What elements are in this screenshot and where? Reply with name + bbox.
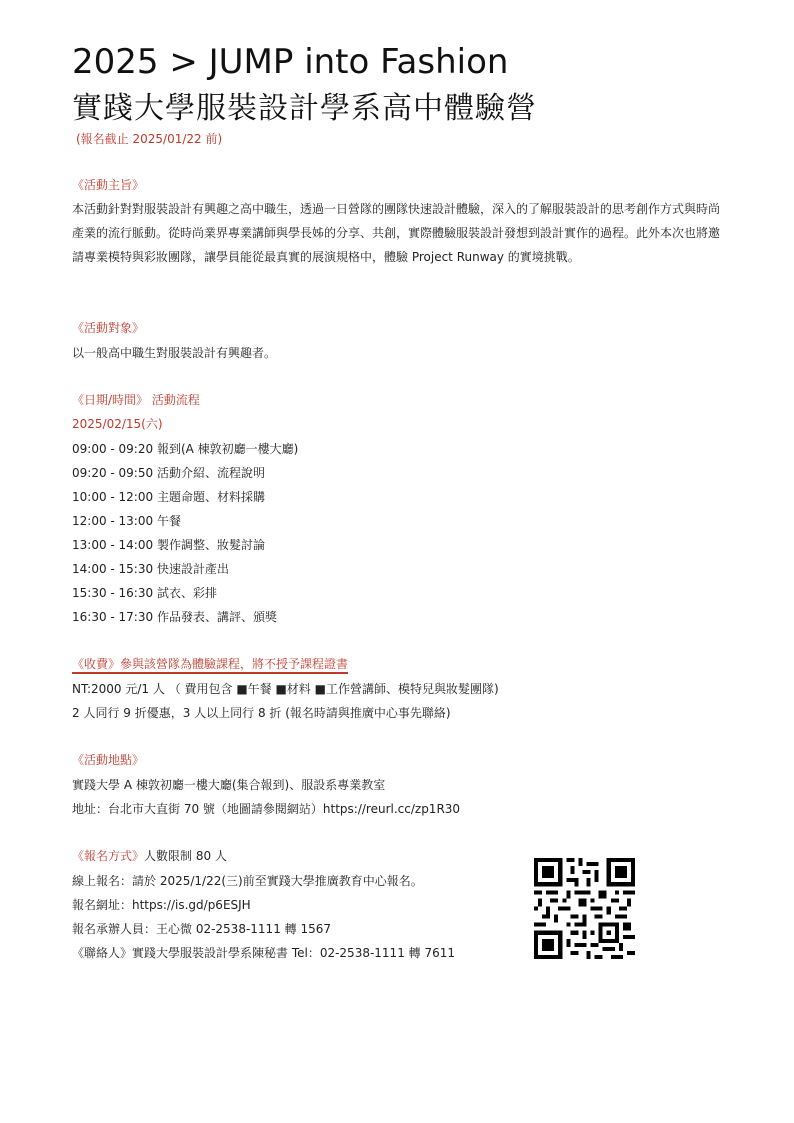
schedule-heading-suffix: 活動流程 <box>151 393 200 407</box>
schedule-item: 12:00 - 13:00 午餐 <box>72 514 181 528</box>
registration-heading: 《報名方式》 <box>72 849 145 863</box>
schedule-heading-label: 《日期/時間》 <box>72 393 149 407</box>
fee-heading <box>72 656 348 672</box>
fee-price: NT:2000 元/1 人 （ 費用包含 ■午餐 ■材料 ■工作營講師、模特兒與妝髮團隊) <box>72 682 499 696</box>
fee-heading-text: 《收費》 <box>72 657 121 671</box>
schedule-date: 2025/02/15(六) <box>72 417 163 431</box>
registration-limit: 人數限制 80 人 <box>144 849 227 863</box>
registration-online: 線上報名：請於 2025/1/22(三)前至實踐大學推廣教育中心報名。 <box>72 874 423 888</box>
schedule-item: 09:00 - 09:20 報到(A 棟敦初廳一樓大廳) <box>72 442 299 456</box>
fee-heading-label <box>72 657 348 674</box>
location-address: 地址：台北市大直街 70 號（地圖請參閱網站）https://reurl.cc/zp1R30 <box>72 802 461 816</box>
schedule-item: 10:00 - 12:00 主題命題、材料採購 <box>72 490 265 504</box>
purpose-heading: 《活動主旨》 <box>72 178 145 192</box>
fee-discount: 2 人同行 9 折優惠，3 人以上同行 8 折 (報名時請與推廣中心事先聯絡) <box>72 706 451 720</box>
registration-url: 報名網址：https://is.gd/p6ESJH <box>72 898 251 912</box>
location-venue: 實踐大學 A 棟敦初廳一樓大廳(集合報到)、服設系專業教室 <box>72 778 386 792</box>
registration-heading-row <box>72 848 227 864</box>
fee-certificate-note: 參與該營隊為體驗課程，將不授予課程證書 <box>120 657 349 671</box>
audience-text: 以一般高中職生對服裝設計有興趣者。 <box>72 346 277 360</box>
schedule-item: 15:30 - 16:30 試衣、彩排 <box>72 586 217 600</box>
registration-staff: 報名承辦人員：王心微 02-2538-1111 轉 1567 <box>72 922 331 936</box>
schedule-item: 13:00 - 14:00 製作調整、妝髮討論 <box>72 538 265 552</box>
location-heading: 《活動地點》 <box>72 753 145 767</box>
title-chinese: 實踐大學服裝設計學系高中體驗營 <box>72 91 537 126</box>
audience-heading: 《活動對象》 <box>72 321 145 335</box>
schedule-item: 09:20 - 09:50 活動介紹、流程說明 <box>72 466 265 480</box>
schedule-item: 16:30 - 17:30 作品發表、講評、頒獎 <box>72 610 277 624</box>
qr-code-icon[interactable] <box>534 858 635 959</box>
schedule-heading <box>72 392 200 408</box>
title-english: 2025 > JUMP into Fashion <box>72 42 509 82</box>
purpose-paragraph: 本活動針對對服裝設計有興趣之高中職生，透過一日營隊的團隊快速設計體驗，深入的了解服裝設計的思考創作方式與時尚產業的流行脈動。從時尚業界專業講師與學長姊的分享、共創，實際體驗服裝設計發想到設計實作的過程。此外本次也將邀請專業模特與彩妝團隊，讓學員能從最真實的展演規格中，體驗 Project Runway 的實境挑戰。 <box>72 202 721 264</box>
registration-deadline: (報名截止 2025/01/22 前) <box>76 132 223 146</box>
schedule-item: 14:00 - 15:30 快速設計產出 <box>72 562 229 576</box>
registration-contact: 《聯絡人》實踐大學服裝設計學系陳秘書 Tel：02-2538-1111 轉 7611 <box>72 946 455 960</box>
